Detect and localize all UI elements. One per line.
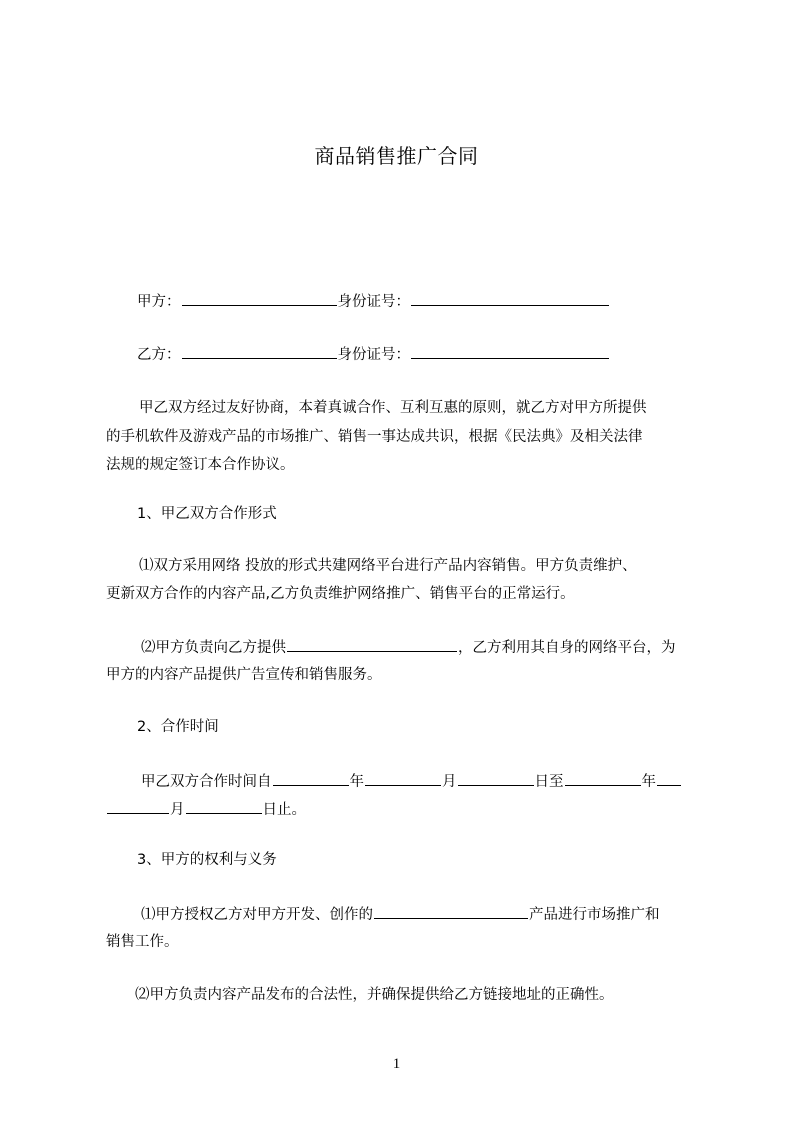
section-2-heading: 2、合作时间 <box>137 719 219 735</box>
provide-item-blank[interactable] <box>287 637 457 652</box>
end-month-blank-end[interactable] <box>107 799 169 814</box>
start-day-blank[interactable] <box>458 771 534 786</box>
document-title: 商品销售推广合同 <box>314 144 479 168</box>
section-3-p1-line-1 <box>141 904 660 925</box>
start-year-blank[interactable] <box>273 771 349 786</box>
section-1-p2-line-2: 甲方的内容产品提供广告宣传和销售服务。 <box>106 667 382 683</box>
intro-line-2: 的手机软件及游戏产品的市场推广、销售一事达成共识，根据《民法典》及相关法律 <box>106 429 643 445</box>
product-blank[interactable] <box>374 904 528 919</box>
section-3-p1-line-2: 销售工作。 <box>106 934 179 950</box>
party-b-id-label: 身份证号： <box>337 347 410 363</box>
section-1-p2-text-b: ，乙方利用其自身的网络平台，为 <box>458 640 676 656</box>
start-month-blank[interactable] <box>365 771 441 786</box>
intro-line-1: 甲乙双方经过友好协商，本着真诚合作、互利互惠的原则，就乙方对甲方所提供 <box>139 400 647 416</box>
end-year-label: 年 <box>641 774 656 790</box>
party-b-line <box>137 344 610 365</box>
section-1-p1-line-1: ⑴双方采用网络 投放的形式共建网络平台进行产品内容销售。甲方负责维护、 <box>139 558 637 574</box>
section-3-p1-text-a: ⑴甲方授权乙方对甲方开发、创作的 <box>141 907 373 923</box>
end-year-blank[interactable] <box>565 771 641 786</box>
section-1-p2-line-1 <box>141 637 676 658</box>
intro-line-3: 法规的规定签订本合作协议。 <box>106 457 295 473</box>
party-b-id-blank[interactable] <box>411 344 609 359</box>
party-a-line <box>137 291 610 312</box>
section-2-date-line-1 <box>141 771 682 792</box>
section-1-heading: 1、甲乙双方合作形式 <box>137 506 277 522</box>
start-month-label: 月 <box>442 774 457 790</box>
end-day-blank[interactable] <box>186 799 262 814</box>
section-2-date-line-2 <box>106 799 306 820</box>
party-a-id-blank[interactable] <box>411 291 609 306</box>
section-1-p2-text-a: ⑵甲方负责向乙方提供 <box>141 640 286 656</box>
party-a-label: 甲方： <box>137 294 181 310</box>
party-a-id-label: 身份证号： <box>337 294 410 310</box>
end-month-label: 月 <box>170 802 185 818</box>
section-2-text-a: 甲乙双方合作时间自 <box>141 774 272 790</box>
party-a-name-blank[interactable] <box>182 291 337 306</box>
start-day-to-label: 日至 <box>534 774 564 790</box>
section-3-p1-text-b: 产品进行市场推广和 <box>529 907 660 923</box>
end-day-label: 日止。 <box>262 802 306 818</box>
party-b-label: 乙方： <box>137 347 181 363</box>
page-number: 1 <box>392 1056 401 1072</box>
party-b-name-blank[interactable] <box>182 344 337 359</box>
section-1-p1-line-2: 更新双方合作的内容产品,乙方负责维护网络推广、销售平台的正常运行。 <box>106 586 575 602</box>
section-3-p2: ⑵甲方负责内容产品发布的合法性，并确保提供给乙方链接地址的正确性。 <box>135 987 614 1003</box>
section-3-heading: 3、甲方的权利与义务 <box>137 852 277 868</box>
start-year-label: 年 <box>349 774 364 790</box>
end-month-blank-start[interactable] <box>657 771 681 786</box>
